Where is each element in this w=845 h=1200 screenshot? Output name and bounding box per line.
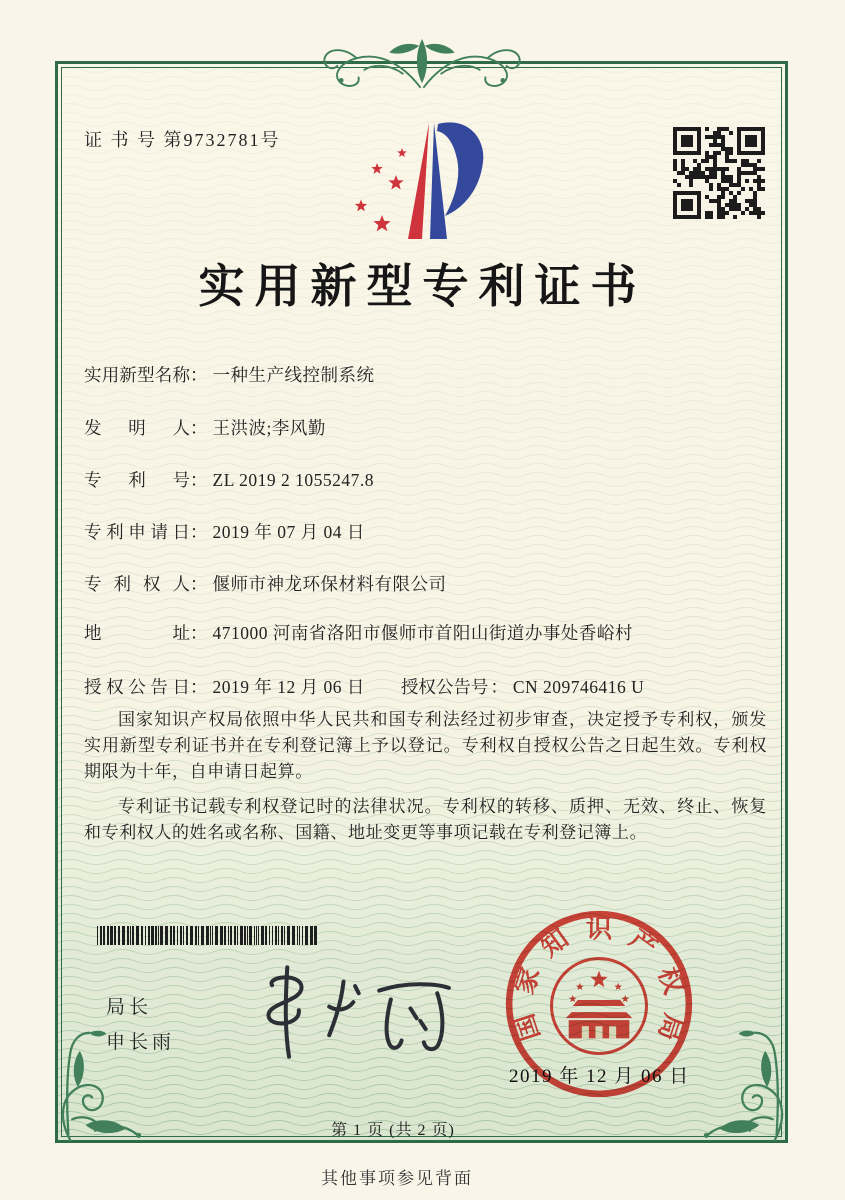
field-inventor: 发明人： 王洪波;李风勤	[84, 415, 784, 440]
field-label: 授权公告号	[400, 677, 489, 697]
svg-text:权: 权	[652, 963, 689, 998]
field-filing-date: 专利申请日： 2019 年 07 月 04 日	[84, 519, 784, 544]
svg-text:局: 局	[652, 1010, 689, 1045]
field-label: 专利申请日	[84, 522, 190, 542]
barcode	[97, 926, 319, 945]
field-grant-number: 授权公告号 ： CN 209746416 U	[400, 677, 645, 697]
field-value: 471000 河南省洛阳市偃师市首阳山街道办事处香峪村	[212, 623, 633, 643]
handwritten-signature	[236, 962, 451, 1062]
svg-text:识: 识	[585, 914, 613, 944]
back-side-note: 其他事项参见背面	[321, 1169, 473, 1188]
legal-text-block	[84, 707, 767, 846]
legal-paragraph-1: 国家知识产权局依照中华人民共和国专利法经过初步审查，决定授予专利权，颁发实用新型专利证书并在专利登记簿上予以登记。专利权自授权公告之日起生效。专利权期限为十年，自申请日起算。	[84, 710, 767, 781]
field-label: 发明人	[84, 418, 190, 438]
field-address: 地址： 471000 河南省洛阳市偃师市首阳山街道办事处香峪村	[84, 620, 784, 645]
certificate-number: 证 书 号 第9732781号	[84, 130, 281, 150]
commissioner-title: 局长	[106, 997, 153, 1018]
field-value: 一种生产线控制系统	[212, 365, 375, 385]
svg-text:国: 国	[509, 1010, 546, 1045]
field-value: 2019 年 07 月 04 日	[212, 522, 365, 542]
field-patentee: 专利权人： 偃师市神龙环保材料有限公司	[84, 571, 784, 596]
national-emblem	[552, 959, 647, 1054]
legal-paragraph-2: 专利证书记载专利权登记时的法律状况。专利权的转移、质押、无效、终止、恢复和专利权人的姓名或名称、国籍、地址变更等事项记载在专利登记簿上。	[84, 797, 767, 842]
field-label: 实用新型名称	[84, 365, 190, 385]
field-label: 地址	[84, 623, 190, 643]
field-value: 偃师市神龙环保材料有限公司	[212, 574, 447, 594]
field-grant-date: 授权公告日： 2019 年 12 月 06 日 授权公告号 ： CN 209746416 U	[84, 674, 784, 699]
field-value: 王洪波;李风勤	[212, 418, 326, 438]
page-number: 第 1 页 (共 2 页)	[331, 1122, 455, 1139]
svg-text:家: 家	[509, 963, 546, 998]
field-utility-model-name: 实用新型名称： 一种生产线控制系统	[84, 362, 784, 387]
qr-code	[673, 127, 765, 219]
commissioner-name: 申长雨	[106, 1032, 176, 1053]
seal-date: 2019 年 12 月 06 日	[509, 1066, 690, 1087]
field-patent-number: 专利号： ZL 2019 2 1055247.8	[84, 467, 784, 492]
field-value: 2019 年 12 月 06 日	[212, 677, 365, 697]
svg-text:知: 知	[535, 923, 574, 963]
field-value: ZL 2019 2 1055247.8	[212, 470, 374, 490]
field-label: 授权公告日	[84, 677, 190, 697]
field-label: 专利权人	[84, 574, 190, 594]
svg-text:产: 产	[624, 923, 663, 963]
field-value: CN 209746416 U	[512, 677, 645, 697]
cnipa-logo	[340, 110, 525, 242]
certificate-title: 实用新型专利证书	[198, 261, 647, 312]
field-label: 专利号	[84, 470, 190, 490]
